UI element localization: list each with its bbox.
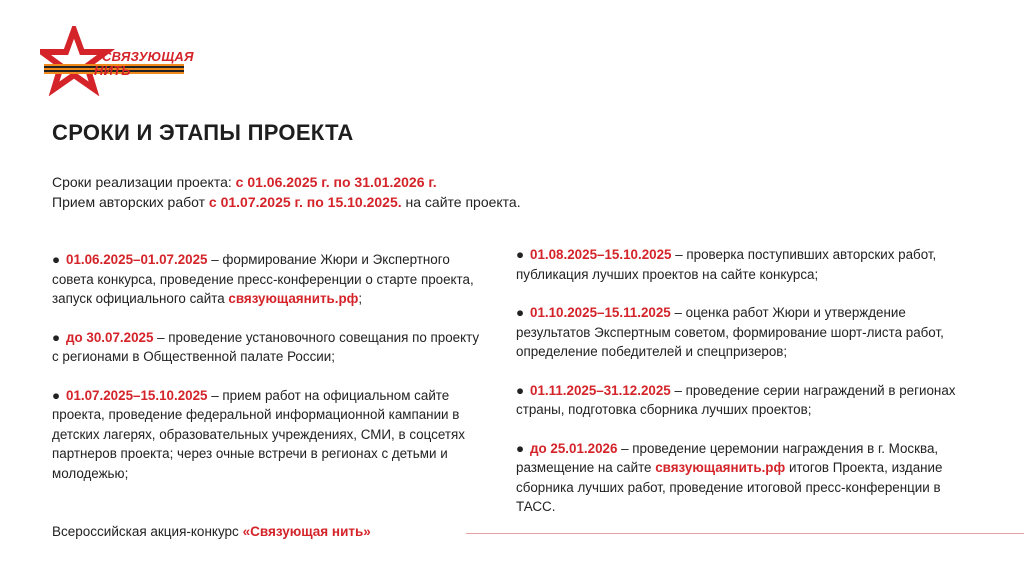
stage-date: 01.10.2025–15.11.2025 [530,305,671,320]
stages-left-column [52,250,482,502]
intro-line2-tail: на сайте проекта. [401,194,521,210]
page-title: СРОКИ И ЭТАПЫ ПРОЕКТА [52,120,354,145]
stage-date: 01.06.2025–01.07.2025 [66,252,208,267]
stage-date: до 30.07.2025 [66,329,154,345]
intro [52,172,521,212]
stage-text: – формирование Жюри и Экспертного совета конкурса, проведение пресс-конференции о старте проекта, запуск официального сайта [52,252,474,306]
stage-tail: ; [358,291,363,306]
stages-right-column [516,245,966,536]
stage-item [516,303,966,362]
stage-text: – прием работ на официальном сайте проекта, проведение федеральной информационной кампании в детских лагерях, образовательных учреждениях, СМИ, в соцсетях партнеров проекта; через очные встречи в регионах с детьми и молодежью; [52,387,465,481]
stage-text: – проверка поступивших авторских работ, публикация лучших проектов на сайте конкурса; [516,247,937,282]
stage-item [52,386,482,484]
logo-text-line2: НИТЬ [94,63,131,78]
intro-line2-dates: с 01.07.2025 г. по 15.10.2025. [208,194,402,210]
logo [40,26,194,96]
stage-item [52,250,482,309]
bullet-icon: ● [516,247,525,262]
bullet-icon: ● [52,329,61,345]
bullet-icon: ● [516,440,525,456]
bullet-icon: ● [52,387,61,403]
stage-item [516,439,966,517]
stage-text: – проведение церемонии награждения в г. Москва, размещение на сайте [516,440,939,475]
stage-text: – оценка работ Жюри и утверждение результатов Экспертным советом, формирование шорт-листа работ, определение победителей и спецпризеров; [516,305,944,359]
intro-line-1 [52,172,521,192]
bullet-icon: ● [516,305,525,320]
stage-item [52,328,482,367]
footer-caption [52,524,371,539]
stage-item [516,381,966,420]
site-link[interactable]: связующаянить.рф [655,460,786,475]
intro-line-2 [52,192,521,212]
stage-date: 01.08.2025–15.10.2025 [530,247,672,262]
site-link[interactable]: связующаянить.рф [228,291,359,306]
logo-text-line1: СВЯЗУЮЩАЯ [102,49,194,64]
stage-date: 01.11.2025–31.12.2025 [530,382,671,398]
footer-text: Всероссийская акция-конкурс [52,524,243,539]
intro-line1-dates: с 01.06.2025 г. по 31.01.2026 г. [235,174,437,190]
footer-divider [466,533,1024,534]
intro-line2-text: Прием авторских работ [52,194,209,210]
intro-line1-text: Сроки реализации проекта: [52,174,236,190]
stage-text: – проведение серии награждений в регионах страны, подготовка сборника лучших проектов; [516,382,956,417]
stage-date: до 25.01.2026 [530,440,618,456]
bullet-icon: ● [52,252,61,267]
stage-tail: итогов Проекта, издание сборника лучших работ, проведение итоговой пресс-конференции в ТАСС. [516,460,943,514]
stage-item [516,245,966,284]
footer-project-name: «Связующая нить» [242,524,371,539]
stage-date: 01.07.2025–15.10.2025 [66,387,208,403]
stage-text: – проведение установочного совещания по проекту с регионами в Общественной палате России; [52,329,480,364]
bullet-icon: ● [516,382,525,398]
